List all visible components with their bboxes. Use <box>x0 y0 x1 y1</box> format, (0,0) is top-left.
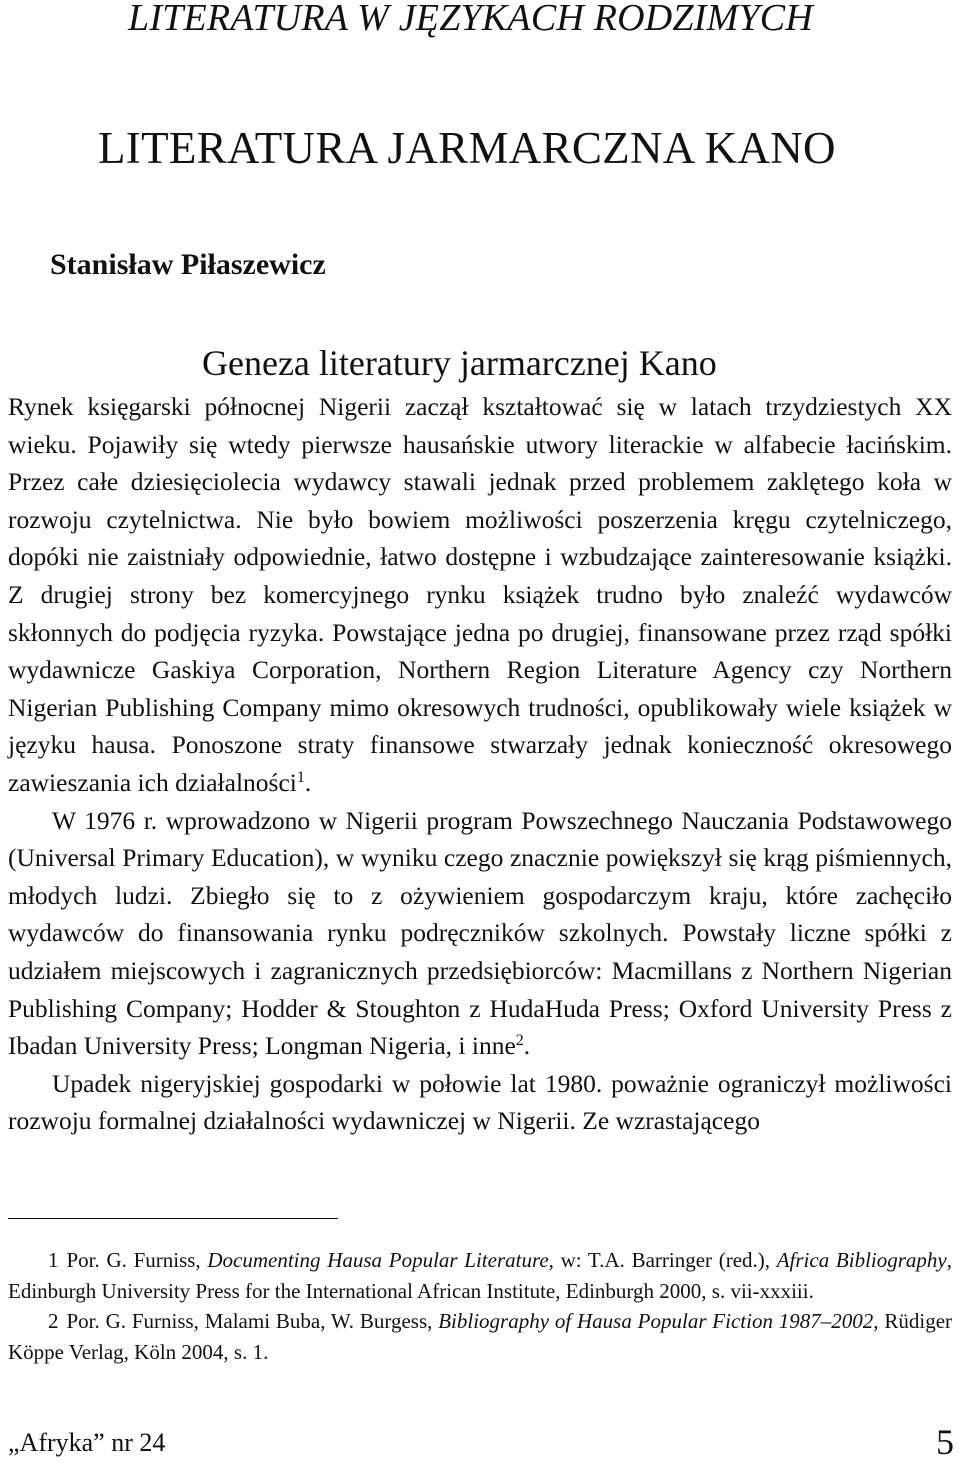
author-name: Stanisław Piłaszewicz <box>50 248 326 281</box>
footnote-ref-2[interactable]: 2 <box>515 1032 524 1050</box>
running-head: LITERATURA W JĘZYKACH RODZIMYCH <box>128 0 813 39</box>
footnote-1-number: 1 <box>48 1248 59 1272</box>
paragraph-3 <box>8 1065 952 1140</box>
document-page <box>8 0 952 1468</box>
paragraph-1 <box>8 388 952 802</box>
footnote-1-title: Documenting Hausa Popular Literature <box>207 1248 549 1272</box>
footnote-1-middle: , w: T.A. Barringer (red.), <box>548 1248 777 1272</box>
footnote-1-lead: Por. G. Furniss, <box>66 1248 208 1272</box>
paragraph-3-text: Upadek nigeryjskiej gospodarki w połowie lat 1980. poważnie ograniczył możliwości rozwoju formalnej działalności wydawniczej w Nigerii. Ze wzrastającego <box>8 1068 952 1136</box>
paragraph-2 <box>8 802 952 1065</box>
footnotes <box>8 1245 952 1367</box>
footnote-1 <box>8 1245 952 1306</box>
footnote-2-lead: Por. G. Furniss, Malami Buba, W. Burgess, <box>66 1309 439 1333</box>
body-text <box>8 388 952 1140</box>
section-heading: Geneza literatury jarmarcznej Kano <box>202 343 717 383</box>
footnote-2 <box>8 1306 952 1367</box>
article-title: LITERATURA JARMARCZNA KANO <box>98 123 836 173</box>
paragraph-2-text: W 1976 r. wprowadzono w Nigerii program Powszechnego Nauczania Podstawowego (Universal Primary Education), w wyniku czego znacznie powiększył się krąg piśmiennych, młodych ludzi. Zbiegło się to z ożywieniem gospodarczym kraju, które zachęciło wydawców do finansowania rynku podręczników szkolnych. Powstały liczne spółki z udziałem miejscowych i zagranicznych przedsiębiorców: Macmillans z Northern Nigerian Publishing Company; Hodder & Stoughton z HudaHuda Press; Oxford University Press z Ibadan University Press; Longman Nigeria, i inne <box>8 805 952 1061</box>
footnote-ref-1[interactable]: 1 <box>296 768 305 786</box>
page-number: 5 <box>936 1422 954 1462</box>
footnote-1-title2: Africa Bibliography <box>776 1248 947 1272</box>
paragraph-1-end: . <box>304 767 312 797</box>
footnote-2-number: 2 <box>48 1309 59 1333</box>
paragraph-2-end: . <box>523 1031 531 1061</box>
footnote-2-title: Bibliography of Hausa Popular Fiction 1987–2002 <box>438 1309 874 1333</box>
footer-journal-name: „Afryka” nr 24 <box>8 1428 166 1457</box>
footnote-1-tail: , Edinburgh University Press for the International African Institute, Edinburgh 2000, s. vii-xxxiii. <box>8 1248 952 1303</box>
footnote-divider <box>8 1218 338 1219</box>
paragraph-1-text: Rynek księgarski północnej Nigerii zaczął kształtować się w latach trzydziestych XX wieku. Pojawiły się wtedy pierwsze hausańskie utwory literackie w alfabecie łacińskim. Przez całe dziesięciolecia wydawcy stawali jednak przed problemem zaklętego koła w rozwoju czytelnictwa. Nie było bowiem możliwości poszerzenia kręgu czytelniczego, dopóki nie zaistniały odpowiednie, łatwo dostępne i wzbudzające zainteresowanie książki. Z drugiej strony bez komercyjnego rynku książek trudno było znaleźć wydawców skłonnych do podjęcia ryzyka. Powstające jedna po drugiej, finansowane przez rząd spółki wydawnicze Gaskiya Corporation, Northern Region Literature Agency czy Northern Nigerian Publishing Company mimo okresowych trudności, opublikowały wiele książek w języku hausa. Ponoszone straty finansowe stwarzały jednak konieczność okresowego zawieszania ich działalności <box>8 392 952 797</box>
footnote-2-middle: , Rüdiger Köppe Verlag, Köln 2004, s. 1. <box>8 1309 953 1364</box>
